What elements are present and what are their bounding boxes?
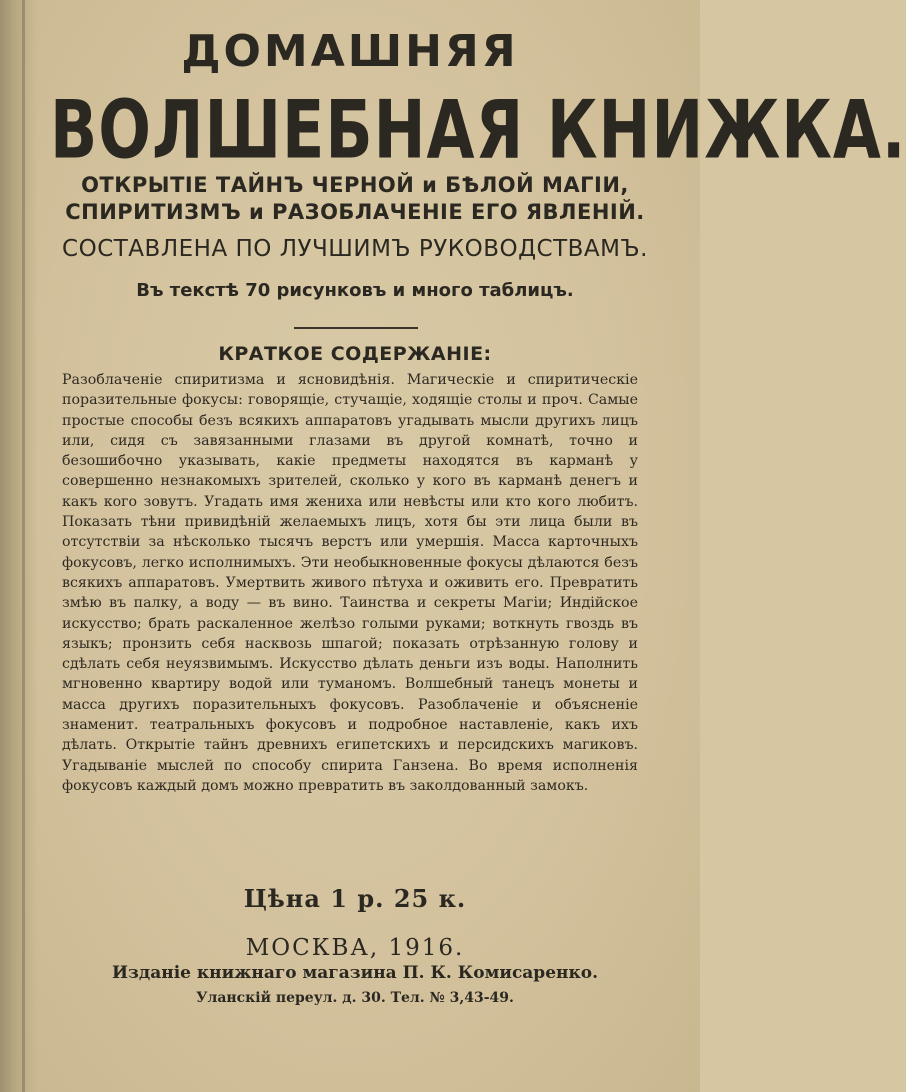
- contents-body: Разоблаченіе спиритизма и ясновидѣнія. Магическіе и спиритическіе поразительные фокусы: говорящіе, стучащіе, ходящіе столы и проч. Самые простые способы безъ всякихъ аппаратовъ угадывать мысли другихъ лицъ или, сидя съ завязанными глазами въ другой комнатѣ, точно и безошибочно указывать, какіе предметы находятся въ карманѣ у совершенно незнакомыхъ зрителей, сколько у кого въ карманѣ денегъ и какъ кого зовутъ. Угадать имя жениха или невѣсты или кто кого любитъ. Показать тѣни привидѣній желаемыхъ лицъ, хотя бы эти лица были въ отсутствіи за нѣсколько тысячъ верстъ или умершія. Масса карточныхъ фокусовъ, легко исполнимыхъ. Эти необыкновенные фокусы дѣлаются безъ всякихъ аппаратовъ. Умертвить живого пѣтуха и оживить его. Превратить змѣю въ палку, а воду — въ вино. Таинства и секреты Магіи; Индійское искусство; брать раскаленное желѣзо голыми руками; воткнуть гвоздь въ языкъ; пронзить себя насквозь шпагой; показать отрѣзанную голову и сдѣлать себя неуязвимымъ. Искусство дѣлать деньги изъ воды. Наполнить мгновенно квартиру водой или туманомъ. Волшебный танецъ монеты и масса другихъ поразительныхъ фокусовъ. Разоблаченіе и объясненіе знаменит. театральныхъ фокусовъ и подробное наставленіе, какъ ихъ дѣлать. Открытіе тайнъ древнихъ египетскихъ и персидскихъ магиковъ. Угадываніе мыслей по способу спирита Ганзена. Во время исполненія фокусовъ каждый домъ можно превратить въ заколдованный замокъ.: [62, 372, 638, 794]
- binding-shadow: [0, 0, 38, 1092]
- price: Цѣна 1 р. 25 к.: [243, 884, 467, 913]
- contents-heading: КРАТКОЕ СОДЕРЖАНІЕ:: [218, 343, 492, 365]
- divider-rule: [294, 327, 418, 329]
- figures-note: Въ текстѣ 70 рисунковъ и много таблицъ.: [136, 280, 574, 301]
- subtitle: ОТКРЫТІЕ ТАЙНЪ ЧЕРНОЙ и БѢЛОЙ МАГІИ, СПИРИТИЗМЪ и РАЗОБЛАЧЕНІЕ ЕГО ЯВЛЕНІЙ.: [65, 173, 645, 224]
- binding-edge: [22, 0, 25, 1092]
- compiled-note: СОСТАВЛЕНА ПО ЛУЧШИМЪ РУКОВОДСТВАМЪ.: [62, 236, 648, 262]
- title-line-2: ВОЛШЕБНАЯ КНИЖКА.: [50, 82, 906, 177]
- imprint-address: Уланскій переул. д. 30. Тел. № 3,43-49.: [196, 990, 514, 1006]
- imprint-publisher: Изданіе книжнаго магазина П. К. Комисаренко.: [112, 963, 598, 983]
- title-line-1: ДОМАШНЯЯ: [181, 26, 519, 77]
- imprint-city-year: МОСКВА, 1916.: [245, 935, 465, 961]
